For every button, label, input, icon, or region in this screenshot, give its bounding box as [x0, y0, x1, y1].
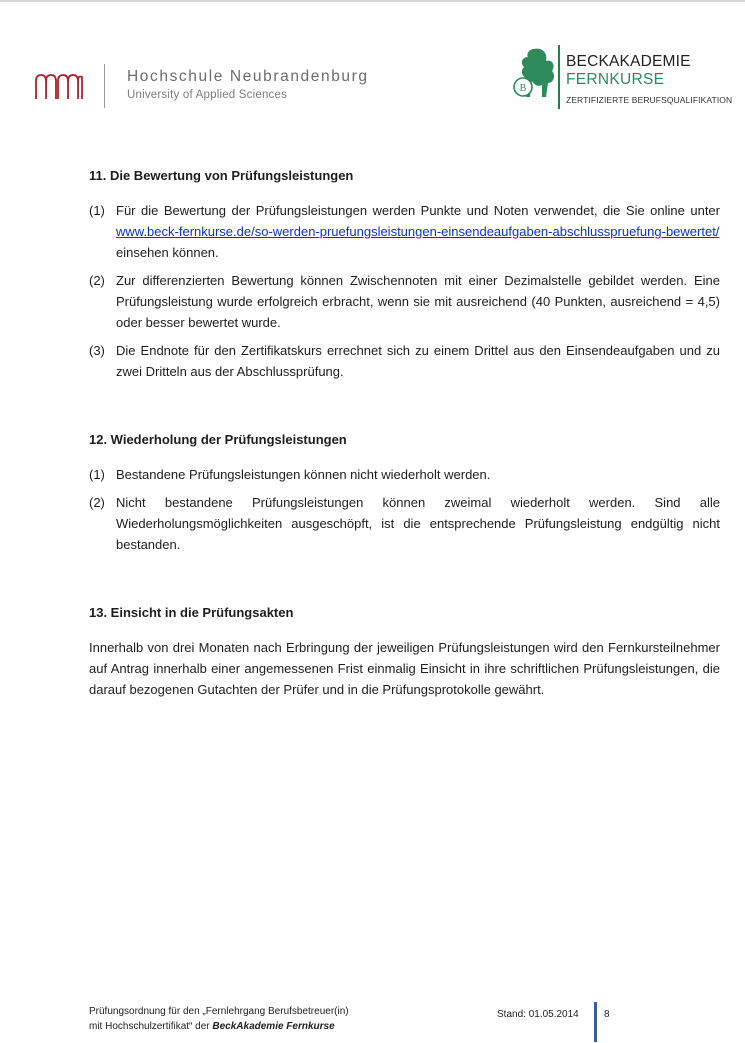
item-text: Nicht bestandene Prüfungsleistungen können zweimal wiederholt werden. Sind alle Wiederholungsmöglichkeiten ausgeschöpft, ist die entsprechende Prüfungsleistung endgültig nicht bestanden.	[116, 495, 720, 552]
list-item	[89, 200, 720, 263]
item-text-after-link: einsehen können.	[116, 245, 219, 260]
footer-date: Stand: 01.05.2014	[497, 1009, 579, 1020]
item-number: (2)	[89, 495, 105, 510]
item-text: Zur differenzierten Bewertung können Zwischennoten mit einer Dezimalstelle gebildet werden. Eine Prüfungsleistung wurde erfolgreich erbracht, wenn sie mit ausreichend (40 Punkten, ausreichend = 4,5) oder besser bewertet wurde.	[116, 273, 720, 330]
grading-link[interactable]: www.beck-fernkurse.de/so-werden-pruefungsleistungen-einsendeaufgaben-abschlusspruefung-bewertet/	[116, 224, 720, 239]
item-number: (3)	[89, 343, 105, 358]
section-spacer	[89, 389, 720, 429]
document-body	[89, 165, 720, 700]
item-text: Die Endnote für den Zertifikatskurs errechnet sich zu einem Drittel aus den Einsendeaufgaben und zu zwei Dritteln aus der Abschlussprüfung.	[116, 343, 720, 379]
list-item	[89, 270, 720, 333]
section-13-title: 13. Einsicht in die Prüfungsakten	[89, 605, 294, 620]
footer-document-title	[89, 1004, 349, 1034]
item-number: (2)	[89, 273, 105, 288]
page-number: 8	[604, 1009, 610, 1020]
section-12-title: 12. Wiederholung der Prüfungsleistungen	[89, 432, 347, 447]
academy-divider	[558, 45, 560, 109]
header-divider	[104, 64, 105, 108]
section-13-text: Innerhalb von drei Monaten nach Erbringung der jeweiligen Prüfungsleistungen wird den Fernkursteilnehmer auf Antrag innerhalb einer angemessenen Frist einmalig Einsicht in ihre schriftlichen Prüfungsleistungen, die darauf bezogenen Gutachten der Prüfer und in die Prüfungsprotokolle gewährt.	[89, 640, 720, 697]
item-number: (1)	[89, 203, 105, 218]
footer-line-1: Prüfungsordnung für den „Fernlehrgang Berufsbetreuer(in)	[89, 1006, 349, 1017]
footer-line-2-prefix: mit Hochschulzertifikat“ der	[89, 1021, 213, 1032]
footer-divider	[594, 1002, 597, 1042]
top-border	[0, 0, 745, 2]
list-item	[89, 464, 720, 485]
list-item	[89, 340, 720, 382]
item-text: Bestandene Prüfungsleistungen können nicht wiederholt werden.	[116, 467, 491, 482]
list-item	[89, 492, 720, 555]
academy-subname: FERNKURSE	[566, 71, 665, 88]
university-name: Hochschule Neubrandenburg	[127, 68, 369, 85]
footer-line-2	[89, 1019, 349, 1034]
item-number: (1)	[89, 467, 105, 482]
academy-name: BECKAKADEMIE	[566, 53, 691, 70]
item-text	[116, 200, 720, 263]
university-logo-icon	[34, 72, 84, 100]
section-11-title: 11. Die Bewertung von Prüfungsleistungen	[89, 168, 354, 183]
item-text-before-link: Für die Bewertung der Prüfungsleistungen werden Punkte und Noten verwendet, die Sie online unter	[116, 203, 720, 218]
academy-tagline: ZERTIFIZIERTE BERUFSQUALIFIKATION	[566, 95, 733, 105]
university-subtitle: University of Applied Sciences	[127, 89, 288, 101]
footer-line-2-emphasis: BeckAkademie Fernkurse	[212, 1021, 335, 1032]
section-spacer	[89, 562, 720, 602]
griffin-logo-icon	[512, 45, 558, 103]
svg-text:B: B	[519, 83, 527, 94]
